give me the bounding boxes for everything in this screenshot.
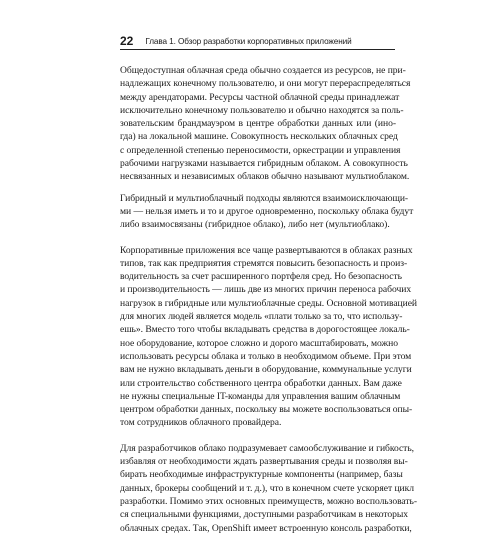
paragraph [120, 244, 418, 430]
paragraph [120, 442, 417, 535]
page-number: 22 [120, 34, 134, 48]
text-line: либо взаимосвязаны (гибридное облако), либо нет (мультиоблако). [120, 219, 390, 231]
text-line: том сотрудников облачного провайдера. [120, 417, 282, 429]
text-line: Общедоступная облачная среда обычно создается из ресурсов, не при- [120, 65, 406, 76]
text-line: ное оборудование, которое сложно и дорого масштабировать, можно [120, 337, 398, 349]
text-line: и производительность — лишь две из многих причин переноса рабочих [120, 284, 412, 296]
text-line: типов, так как предприятия стремятся повысить безопасность и произ- [120, 257, 408, 269]
text-line: использовать ресурсы облака и только в необходимом объеме. При этом [120, 350, 412, 362]
text-line: для многих людей является модель «плати только за то, что использу- [120, 311, 403, 323]
text-line: ешь». Вместо того чтобы вкладывать средства в дорогостоящее локаль- [120, 324, 410, 336]
text-line: надлежащих конечному пользователю, и они могут перераспределяться [120, 78, 411, 90]
chapter-title: Глава 1. Обзор разработки корпоративных приложений [145, 36, 352, 46]
running-header [120, 30, 395, 50]
text-line: ми — нельзя иметь и то и другое одновременно, поскольку облака будут [120, 205, 414, 217]
text-line: Гибридный и мультиоблачный подходы являются взаимоисключающи- [120, 192, 409, 204]
text-line: несвязанных и независимых облаков обычно называют мультиоблаком. [120, 171, 410, 183]
paragraph [120, 192, 414, 232]
text-line: бирать необходимые инфраструктурные компоненты (например, базы [120, 469, 403, 481]
body-text [120, 64, 418, 535]
text-line: между арендаторами. Ресурсы частной облачной среды принадлежат [120, 91, 400, 103]
text-line: водительность за счет расширенного портфеля сред. Но безопасность [120, 271, 402, 283]
text-line: зовательским брандмауэром в центре обработки данных или (ино- [120, 118, 396, 130]
text-line: гда) на локальной машине. Совокупность нескольких облачных сред [120, 131, 398, 143]
text-line: не нужны специальные IT-команды для управления вашим облачным [120, 390, 401, 402]
text-line: вам не нужно вкладывать деньги в оборудование, коммунальные услуги [120, 364, 412, 376]
text-line: рабочими нагрузками называется гибридным облаком. А совокупность [120, 158, 408, 170]
text-line: центром обработки данных, поскольку вы можете воспользоваться опы- [120, 404, 413, 416]
text-line: избавляя от необходимости ждать развертывания среды и позволяя вы- [120, 456, 408, 468]
text-line: разработки. Помимо этих основных преимуществ, можно воспользовать- [120, 495, 417, 507]
text-line: Для разработчиков облако подразумевает самообслуживание и гибкость, [120, 442, 414, 454]
text-line: или строительство собственного центра обработки данных. Вам даже [120, 377, 402, 389]
text-line: исключительно конечному пользователю и обычно находятся за поль- [120, 104, 404, 116]
text-line: ся специальными функциями, доступными разработчикам в некоторых [120, 509, 409, 521]
text-line: нагрузок в гибридные или мультиоблачные среды. Основной мотивацией [120, 297, 418, 309]
text-line: с определенной степенью переносимости, оркестрации и управления [120, 144, 401, 156]
text-line: данных, брокеры сообщений и т. д.), что в конечном счете ускоряет цикл [120, 482, 414, 494]
text-line: облачных средах. Так, OpenShift имеет встроенную консоль разработки, [120, 522, 412, 534]
text-line: Корпоративные приложения все чаще развертываются в облаках разных [120, 244, 413, 256]
paragraph [120, 64, 411, 184]
